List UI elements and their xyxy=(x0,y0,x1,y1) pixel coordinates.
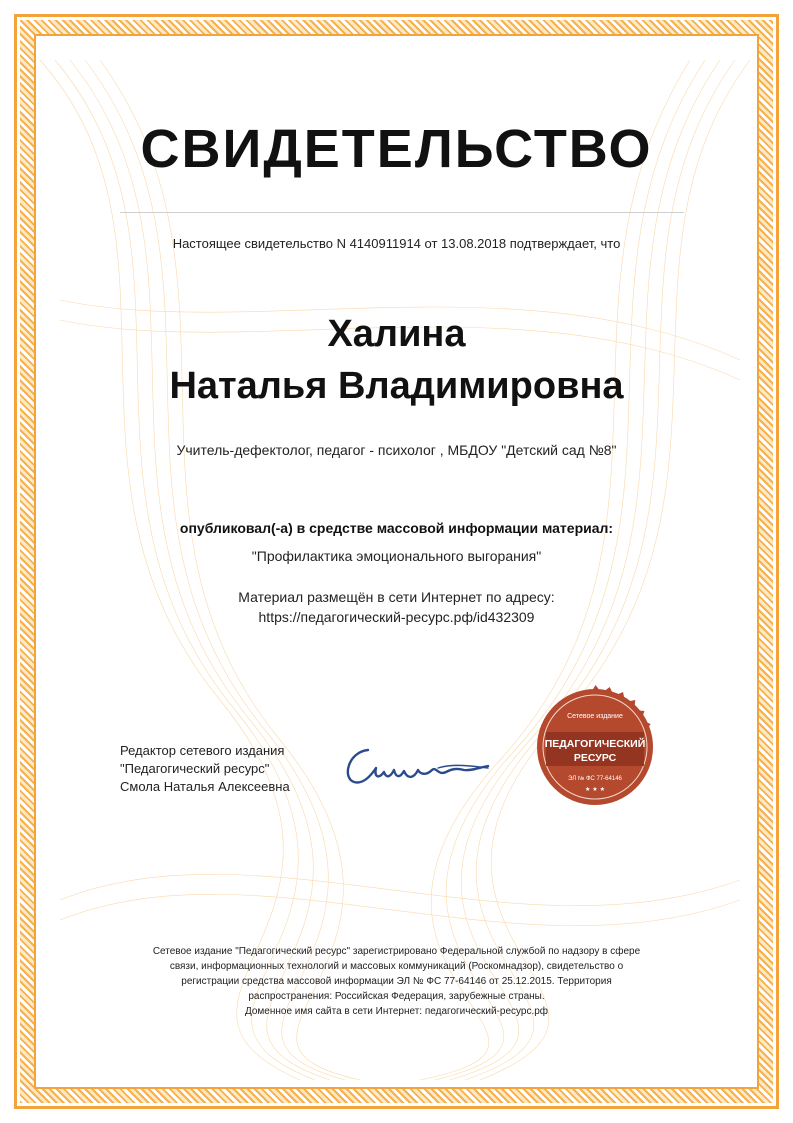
seal-registration: ЭЛ № ФС 77-64146 xyxy=(568,776,622,782)
legal-notice xyxy=(110,944,683,1019)
material-url: https://педагогический-ресурс.рф/id432309 xyxy=(258,609,535,625)
seal-top-text: Сетевое издание xyxy=(567,713,623,720)
placement-info xyxy=(0,587,793,627)
editor-signature xyxy=(338,738,498,798)
recipient-position: Учитель-дефектолог, педагог - психолог , МБДОУ "Детский сад №8" xyxy=(176,442,617,458)
recipient-given-names: Наталья Владимировна xyxy=(169,365,624,407)
editor-line-2: "Педагогический ресурс" xyxy=(120,761,270,776)
publisher-seal xyxy=(520,672,670,822)
seal-stars: ★ ★ ★ xyxy=(585,786,605,793)
legal-line-5: Доменное имя сайта в сети Интернет: педагогический-ресурс.рф xyxy=(244,1006,549,1017)
editor-name: Смола Наталья Алексеевна xyxy=(120,779,290,794)
published-label: опубликовал(-а) в средстве массовой информации материал: xyxy=(179,520,614,536)
legal-line-1: Сетевое издание "Педагогический ресурс" зарегистрировано Федеральной службой по надзору в сфере xyxy=(152,946,641,957)
certificate-subtitle: Настоящее свидетельство N 4140911914 от 13.08.2018 подтверждает, что xyxy=(172,236,621,251)
legal-line-4: распространения: Российская Федерация, зарубежные страны. xyxy=(248,991,545,1002)
title-divider xyxy=(120,212,684,213)
recipient-name xyxy=(0,308,793,412)
material-title: "Профилактика эмоционального выгорания" xyxy=(251,548,542,564)
editor-block xyxy=(120,742,340,796)
placement-label: Материал размещён в сети Интернет по адресу: xyxy=(238,589,555,605)
legal-line-3: регистрации средства массовой информации ЭЛ № ФС 77-64146 от 25.12.2015. Территория xyxy=(181,976,612,987)
certificate-title: СВИДЕТЕЛЬСТВО xyxy=(140,119,653,179)
legal-line-2: связи, информационных технологий и массовых коммуникаций (Роскомнадзор), свидетельство о xyxy=(169,961,624,972)
recipient-surname: Халина xyxy=(327,313,466,355)
editor-line-1: Редактор сетевого издания xyxy=(120,743,285,758)
seal-main-line-2: РЕСУРС xyxy=(573,752,617,764)
seal-main-line-1: ПЕДАГОГИЧЕСКИЙ xyxy=(544,738,646,750)
